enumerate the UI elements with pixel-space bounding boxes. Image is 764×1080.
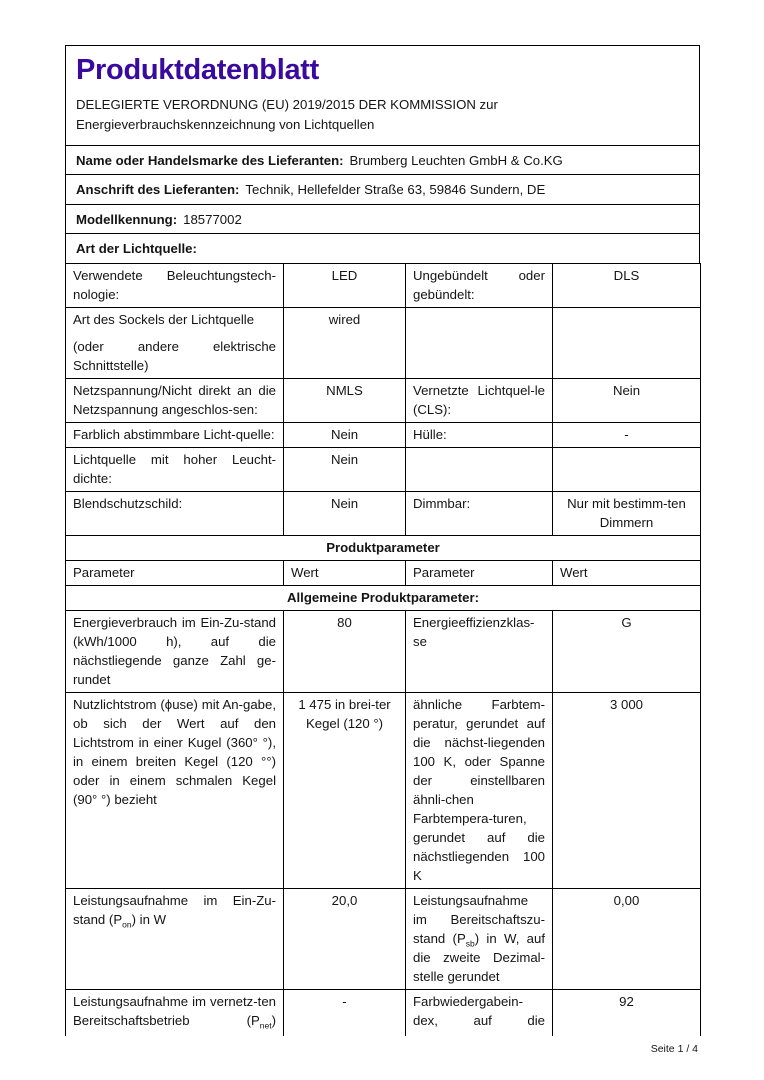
column-header: Parameter bbox=[66, 560, 284, 585]
param-cell: Ungebündelt oder gebündelt: bbox=[406, 263, 553, 307]
param-cell bbox=[406, 307, 553, 378]
light-source-type-row bbox=[65, 233, 700, 264]
param-cell: Energieeffizienzklas-se bbox=[406, 610, 553, 692]
table-row bbox=[66, 692, 701, 888]
value-cell: 20,0 bbox=[284, 888, 406, 989]
value-cell: Nein bbox=[284, 491, 406, 535]
page-title: Produktdatenblatt bbox=[76, 54, 320, 86]
value-cell: Nein bbox=[284, 447, 406, 491]
supplier-address-value: Technik, Hellefelder Straße 63, 59846 Sundern, DE bbox=[245, 182, 546, 197]
supplier-name-row bbox=[65, 145, 700, 176]
param-cell: Vernetzte Lichtquel-le (CLS): bbox=[406, 378, 553, 422]
value-cell: 0,00 bbox=[553, 888, 701, 989]
param-cell: Hülle: bbox=[406, 422, 553, 447]
param-cell: ähnliche Farbtem-peratur, gerundet auf die nächst-liegenden 100 K, oder Spanne der einstellbaren ähnli-chen Farbtempera-turen, gerundet auf die nächstliegenden 100 K bbox=[406, 692, 553, 888]
param-cell: Nutzlichtstrom (ϕuse) mit An-gabe, ob sich der Wert auf den Lichtstrom in einer Kugel (360° °), in einem breiten Kegel (120 °°) oder in einem schmalen Kegel (90° °) bezieht bbox=[66, 692, 284, 888]
supplier-address-row bbox=[65, 174, 700, 205]
regulation-text bbox=[76, 95, 689, 135]
table-row-cut-by-page-break bbox=[66, 989, 701, 1036]
param-cell-text: Farbwiedergabein-dex, auf die bbox=[413, 993, 545, 1028]
supplier-name-value: Brumberg Leuchten GmbH & Co.KG bbox=[349, 152, 563, 168]
param-cell bbox=[406, 989, 553, 1036]
column-header-row bbox=[66, 560, 701, 585]
parameters-table bbox=[65, 263, 701, 1036]
value-cell: NMLS bbox=[284, 378, 406, 422]
value-cell bbox=[553, 989, 701, 1036]
header-section bbox=[65, 45, 700, 146]
value-cell: 1 475 in brei-ter Kegel (120 °) bbox=[284, 692, 406, 888]
table-row bbox=[66, 422, 701, 447]
section-title-allgemeine-produktparameter: Allgemeine Produktparameter: bbox=[66, 585, 701, 610]
param-cell: Leistungsaufnahme im Bereitschaftszu-stand $(P_{sb})$ in W, auf die zweite Dezimal-stelle gerundet bbox=[406, 888, 553, 989]
table-row bbox=[66, 378, 701, 422]
value-cell: wired bbox=[284, 307, 406, 378]
param-cell: Netzspannung/Nicht direkt an die Netzspannung angeschlos-sen: bbox=[66, 378, 284, 422]
section-row bbox=[66, 585, 701, 610]
supplier-name-label: Name oder Handelsmarke des Lieferanten: bbox=[76, 152, 344, 168]
regulation-line-2: Energieverbrauchskennzeichnung von Lichtquellen bbox=[76, 117, 375, 132]
param-cell-text: Leistungsaufnahme im vernetz-ten Bereitschaftsbetrieb $(P_{net})$ bbox=[73, 993, 276, 1031]
param-cell: Blendschutzschild: bbox=[66, 491, 284, 535]
column-header: Wert bbox=[284, 560, 406, 585]
value-cell: LED bbox=[284, 263, 406, 307]
value-cell: Nur mit bestimm-ten Dimmern bbox=[553, 491, 701, 535]
param-cell: Energieverbrauch im Ein-Zu-stand (kWh/1000 h), auf die nächstliegende ganze Zahl ge-rundet bbox=[66, 610, 284, 692]
page-number: Seite 1 / 4 bbox=[650, 1042, 698, 1055]
param-cell: Farblich abstimmbare Licht-quelle: bbox=[66, 422, 284, 447]
value-cell: 80 bbox=[284, 610, 406, 692]
model-id-label: Modellkennung: bbox=[76, 211, 178, 227]
param-cell: Leistungsaufnahme im Ein-Zu-stand $(P_{on})$ in W bbox=[66, 888, 284, 989]
value-cell-text: - bbox=[342, 993, 347, 1009]
value-cell bbox=[553, 307, 701, 378]
value-cell: Nein bbox=[553, 378, 701, 422]
table-row bbox=[66, 307, 701, 378]
table-row bbox=[66, 610, 701, 692]
value-cell bbox=[553, 447, 701, 491]
value-cell: DLS bbox=[553, 263, 701, 307]
light-source-type-label: Art der Lichtquelle: bbox=[76, 241, 197, 256]
value-cell: Nein bbox=[284, 422, 406, 447]
value-cell: 3 000 bbox=[553, 692, 701, 888]
table-row bbox=[66, 447, 701, 491]
table-row bbox=[66, 263, 701, 307]
param-cell: Verwendete Beleuchtungstech-nologie: bbox=[66, 263, 284, 307]
table-row bbox=[66, 888, 701, 989]
param-cell: Art des Sockels der Lichtquelle (oder andere elektrische Schnittstelle) bbox=[66, 307, 284, 378]
value-cell bbox=[284, 989, 406, 1036]
value-cell: - bbox=[553, 422, 701, 447]
column-header: Wert bbox=[553, 560, 701, 585]
value-cell: G bbox=[553, 610, 701, 692]
column-header: Parameter bbox=[406, 560, 553, 585]
value-cell-text: 92 bbox=[619, 993, 634, 1009]
param-cell: Dimmbar: bbox=[406, 491, 553, 535]
supplier-address-label: Anschrift des Lieferanten: bbox=[76, 182, 240, 197]
model-id-row bbox=[65, 204, 700, 235]
param-cell bbox=[66, 989, 284, 1036]
regulation-line-1: DELEGIERTE VERORDNUNG (EU) 2019/2015 DER KOMMISSION zur bbox=[76, 97, 498, 112]
table-row bbox=[66, 491, 701, 535]
section-row bbox=[66, 535, 701, 560]
section-title-produktparameter: Produktparameter bbox=[66, 535, 701, 560]
param-cell: Lichtquelle mit hoher Leucht-dichte: bbox=[66, 447, 284, 491]
document-page bbox=[65, 45, 700, 1056]
param-cell bbox=[406, 447, 553, 491]
model-id-value: 18577002 bbox=[183, 211, 242, 227]
